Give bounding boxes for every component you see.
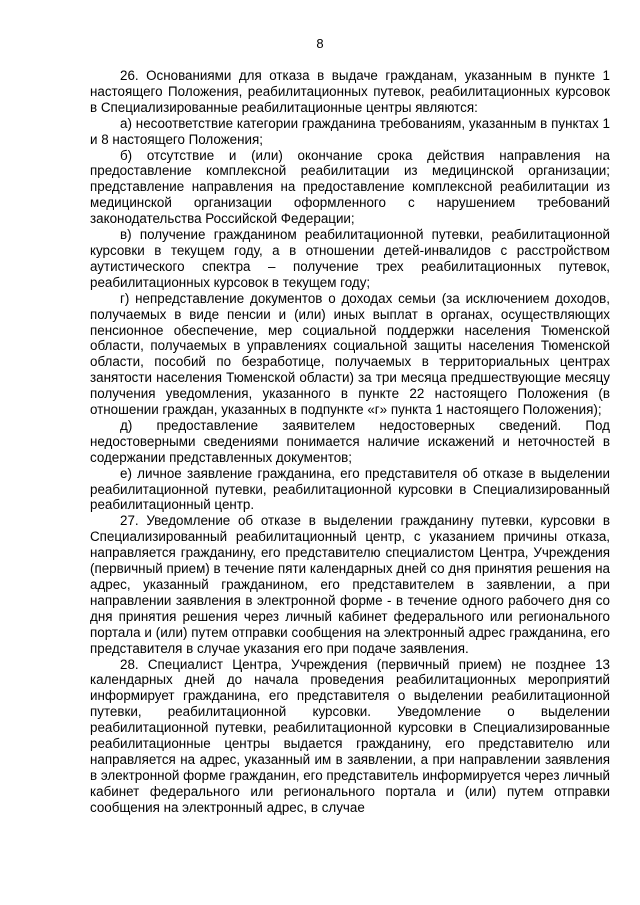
paragraph-26-e: е) личное заявление гражданина, его представителя об отказе в выделении реабилитационной путевки, реабилитационной курсовки в Специализированный реабилитационный центр.	[90, 465, 610, 513]
paragraph-26-d: д) предоставление заявителем недостоверных сведений. Под недостоверными сведениями понимается наличие искажений и неточностей в содержании представленных документов;	[90, 417, 610, 465]
paragraph-27: 27. Уведомление об отказе в выделении гражданину путевки, курсовки в Специализированный реабилитационный центр, с указанием причины отказа, направляется гражданину, его представителю специалистом Центра, Учреждения (первичный прием) в течение пяти календарных дней со дня принятия решения на адрес, указанный гражданином, его представителем в заявлении, а при направлении заявления в электронной форме - в течение одного рабочего дня со дня принятия решения через личный кабинет федерального или регионального портала и (или) путем отправки сообщения на электронный адрес гражданина, его представителя в случае указания его при подаче заявления.	[90, 513, 610, 656]
paragraph-26: 26. Основаниями для отказа в выдаче гражданам, указанным в пункте 1 настоящего Положения, реабилитационных путевок, реабилитационных курсовок в Специализированные реабилитационные центры являются:	[90, 68, 610, 115]
paragraph-28: 28. Специалист Центра, Учреждения (первичный прием) не позднее 13 календарных дней до начала проведения реабилитационных мероприятий информирует гражданина, его представителя о выделении реабилитационной путевки, реабилитационной курсовки. Уведомление о выделении реабилитационной путевки, реабилитационной курсовки в Специализированные реабилитационные центры выдается гражданину, его представителю или направляется на адрес, указанный им в заявлении, а при направлении заявления в электронной форме гражданин, его представитель информируется через личный кабинет федерального или регионального портала и (или) путем отправки сообщения на электронный адрес, в случае	[90, 656, 610, 815]
paragraph-26-a: а) несоответствие категории гражданина требованиям, указанным в пунктах 1 и 8 настоящего Положения;	[90, 115, 610, 147]
document-body	[90, 68, 610, 816]
paragraph-26-v: в) получение гражданином реабилитационной путевки, реабилитационной курсовки в текущем году, а в отношении детей-инвалидов с расстройством аутистического спектра – получение трех реабилитационных путевок, реабилитационных курсовок в текущем году;	[90, 227, 610, 290]
paragraph-26-g: г) непредставление документов о доходах семьи (за исключением доходов, получаемых в виде пенсии и (или) иных выплат в органах, осуществляющих пенсионное обеспечение, мер социальной поддержки населения Тюменской области, получаемых в управлениях социальной защиты населения Тюменской области, пособий по безработице, получаемых в территориальных центрах занятости населения Тюменской области) за три месяца предшествующие месяцу получения уведомления, указанного в пункте 22 настоящего Положения (в отношении граждан, указанных в подпункте «г» пункта 1 настоящего Положения);	[90, 290, 610, 418]
page-number: 8	[316, 36, 324, 51]
paragraph-26-b: б) отсутствие и (или) окончание срока действия направления на предоставление комплексной реабилитации из медицинской организации; представление направления на предоставление комплексной реабилитации из медицинской организации оформленного с нарушением требований законодательства Российской Федерации;	[90, 147, 610, 227]
